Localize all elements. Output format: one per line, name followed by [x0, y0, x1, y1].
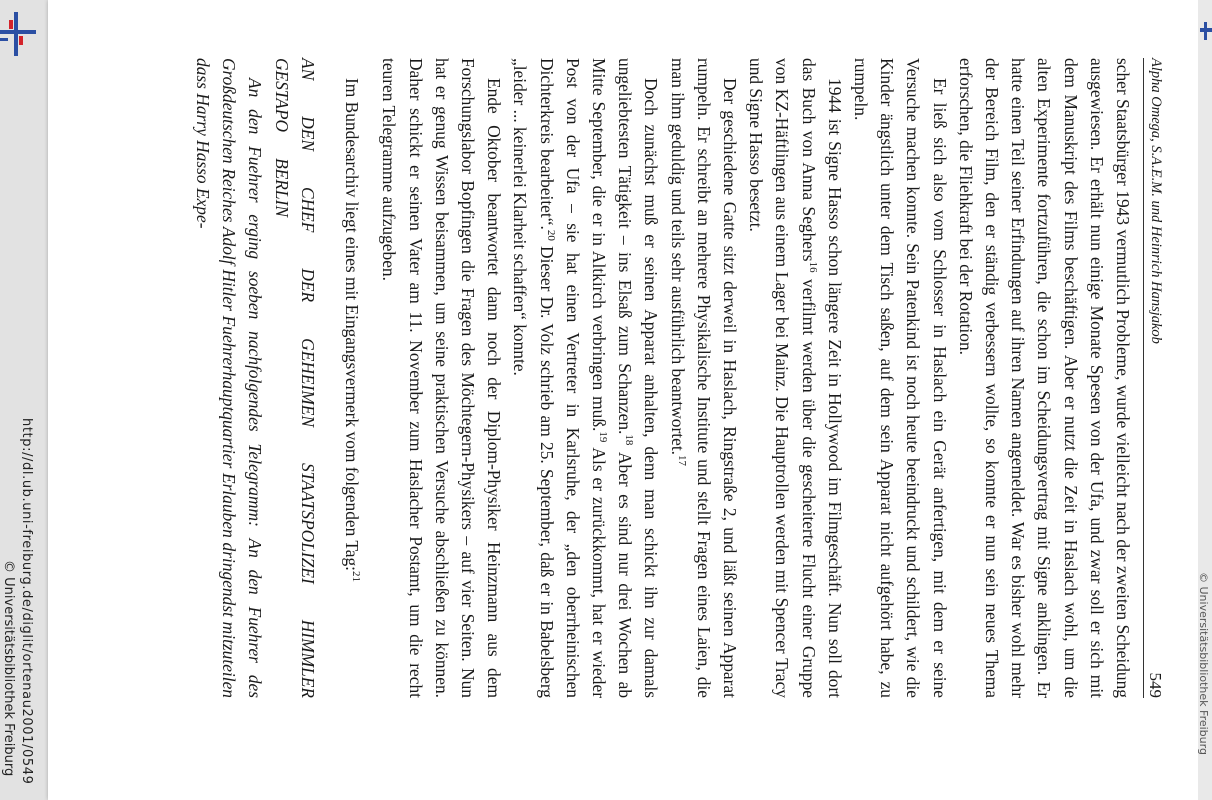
running-title: Alpha Omega, S.A.E.M. und Heinrich Hansjakob	[1148, 58, 1164, 344]
paragraph: scher Staatsbürger 1943 vermutlich Probleme, wurde vielleicht nach der zweiten Scheidung ausgewiesen. Er erhält nun einige Monate Spesen von der Ufa, und zwar soll er sich mit dem Manuskript des Films beschäftigen. Aber er nutzt die Zeit in Haslach wohl, um die alten Experimente fortzuführen, die schon im Scheidungsvertrag mit Signe anklingen. Er hatte einen Teil seiner Erfindungen auf ihren Namen angemeldet. War es bisher wohl mehr der Bereich Film, den er ständig verbessern wollte, so konnte er nun sein neues Thema erforschen, die Fliehkraft bei der Rotation.	[955, 58, 1133, 698]
scanned-page	[48, 0, 1198, 800]
copyright-notice-edge: © Universitätsbibliothek Freiburg	[1197, 572, 1210, 755]
telegram-address-line: GESTAPOBERLIN	[271, 58, 292, 217]
page-content-rotated	[193, 58, 1168, 699]
paragraph: Doch zunächst muß er seinen Apparat anhalten, denn man schickt ihn zur damals ungeliebtesten Tätigkeit – ins Elsaß zum Schanzen.$^{18}$ Aber es sind nur drei Wochen ab Mitte September, die er in Altkirch verbringen muß.$^{19}$ Als er zurückkommt, hat er wieder Post von der Ufa – sie hat einen Vertreter in Karlsruhe, der „den oberrheinischen Dichterkreis bearbeitet“.$^{20}$ Dieser Dr. Volz schrieb am 25. September, daß er in Babelsberg „leider ... keinerlei Klarheit schaffen“ konnte.	[510, 58, 662, 699]
body-text	[190, 58, 1136, 698]
telegram-message: An den Fuehrer erging soeben nachfolgendes Telegramm: An den Fuehrer des Großdeutschen Reiches Adolf Hitler Fuehrerhauptquartier Erlauben dringendst mitzuteilen dass Harry Hasso Expe-	[193, 58, 266, 698]
copyright-notice: © Universitätsbibliothek Freiburg	[1, 560, 16, 777]
telegram-quote	[190, 58, 321, 698]
running-head	[1143, 58, 1168, 698]
paragraph: Im Bundesarchiv liegt eines mit Eingangsvermerk vom folgenden Tag:$^{21}$	[342, 78, 363, 583]
library-logo-icon	[1200, 22, 1212, 40]
paragraph: 1944 ist Signe Hasso schon längere Zeit in Hollywood im Filmgeschäft. Nun soll dort das Buch von Anna Seghers$^{16}$ verfilmt werden über die gescheiterte Flucht einer Gruppe von KZ-Häftlingen aus einem Lager bei Mainz. Die Hauptrollen werden mit Spencer Tracy und Signe Hasso besetzt.	[746, 58, 845, 698]
footnote-ref[interactable]: 16	[806, 261, 819, 273]
page-number: 549	[1146, 672, 1165, 698]
paragraph: Er ließ sich also vom Schlosser in Haslach ein Gerät anfertigen, mit dem er seine Versuche machen konnte. Sein Patenkind ist noch heute beeindruckt und schildert, wie die Kinder ängstlich unter dem Tisch saßen, auf dem sein Apparat nicht aufgehört habe, zu rumpeln.	[850, 58, 950, 698]
footnote-ref[interactable]: 17	[675, 455, 688, 466]
paragraph: Ende Oktober beantwortet dann noch der Diplom-Physiker Heinzmann aus dem Forschungslabor Bopfingen die Fragen des Möchtegern-Physikers – auf vier Seiten. Nun hat er genug Wissen beisammen, um seine praktischen Versuche abschließen zu können. Daher schickt er seinen Vater am 11. November zum Haslacher Postamt, um die recht teuren Telegramme aufzugeben.	[379, 58, 505, 698]
library-logo-icon	[0, 12, 36, 56]
page-url[interactable]: http://dl.ub.uni-freiburg.de/diglit/ortenau2001/0549	[19, 418, 34, 785]
footnote-ref[interactable]: 20	[544, 229, 557, 241]
footnote-ref[interactable]: 19	[596, 431, 609, 443]
footnote-ref[interactable]: 21	[349, 571, 362, 583]
paragraph: Der geschiedene Gatte sitzt derweil in Haslach, Ringstraße 2, und läßt seinen Apparat rumpeln. Er schreibt an mehrere Physikalische Institute und stellt Fragen eines Laien, die man ihm geduldig und teils sehr ausführlich beantwortet.$^{17}$	[667, 58, 740, 698]
footnote-ref[interactable]: 18	[622, 434, 635, 446]
telegram-address: AN DEN CHEF DER GEHEIMEN STAATSPOLIZEI HIMMLER	[297, 58, 318, 698]
